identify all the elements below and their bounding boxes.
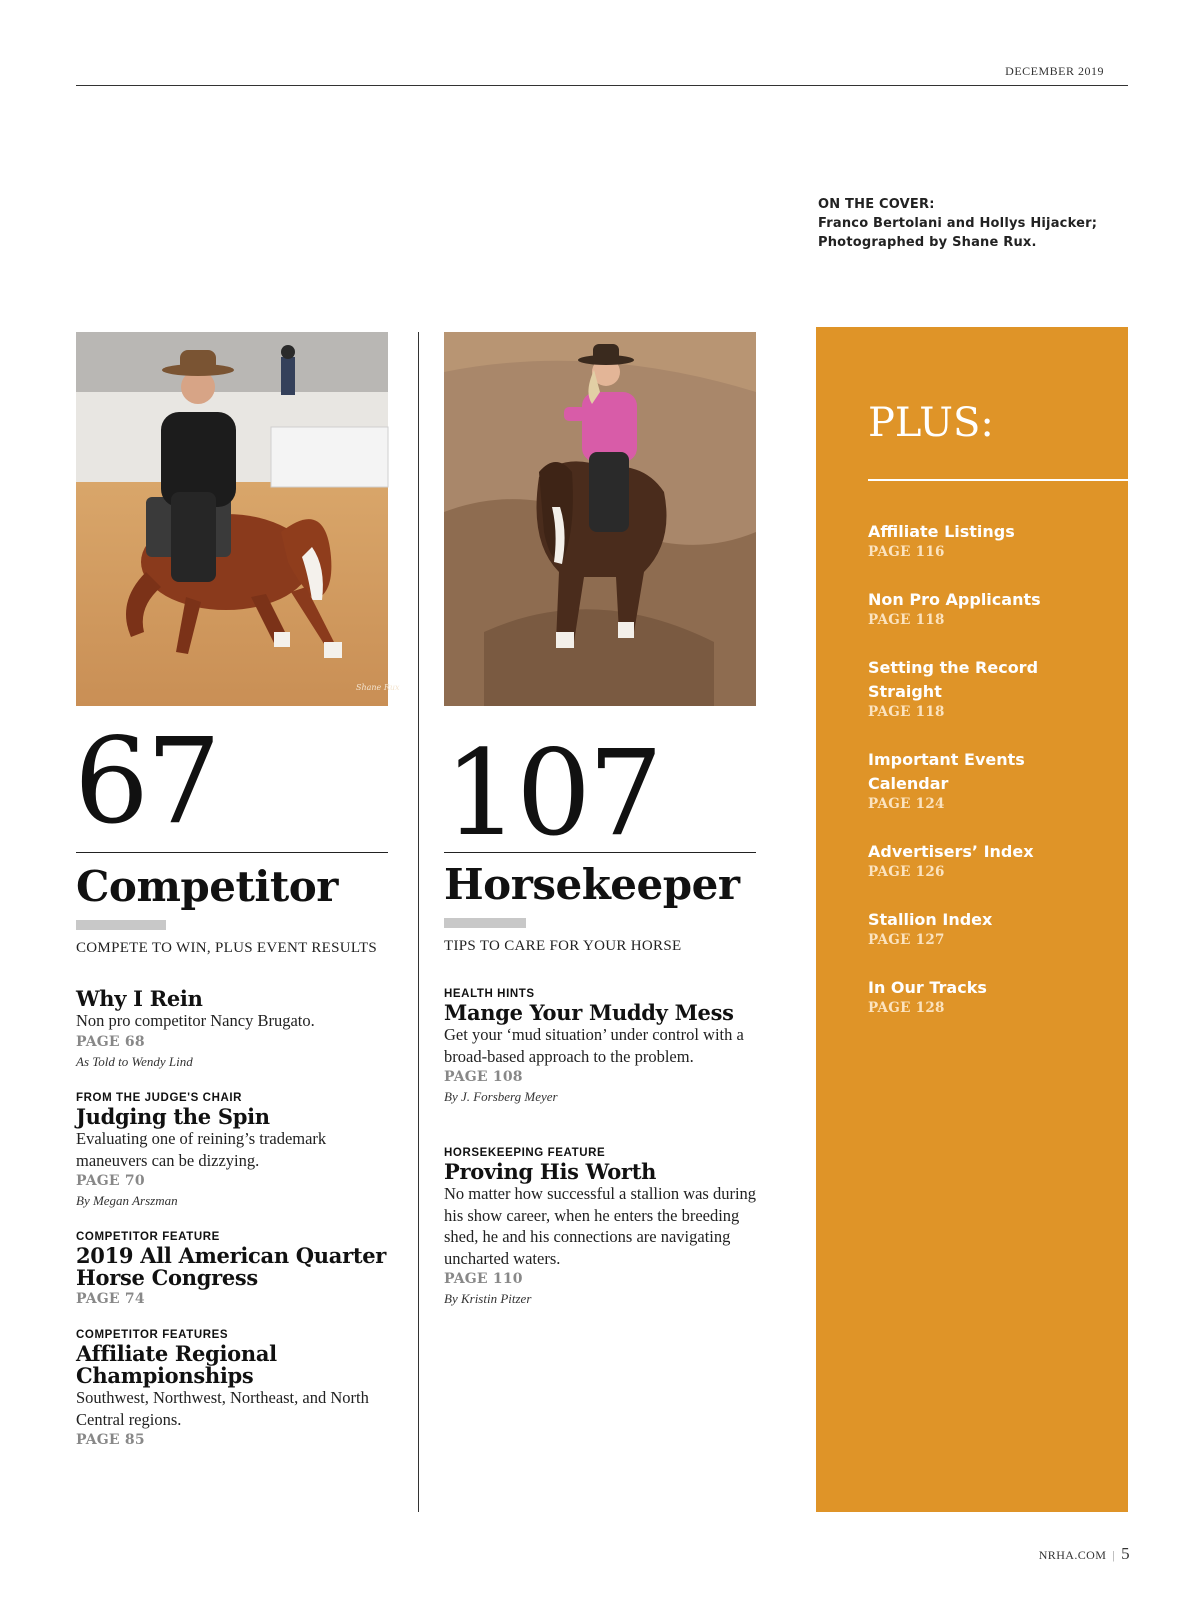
horsekeeper-subtitle: TIPS TO CARE FOR YOUR HORSE (444, 938, 682, 954)
horsekeeper-page-number: 107 (444, 724, 661, 862)
plus-item-label: Advertisers’ Index (868, 842, 1034, 861)
competitor-rule (76, 852, 388, 853)
entry-page: PAGE 108 (444, 1069, 523, 1085)
plus-item-label: Affiliate Listings (868, 522, 1015, 541)
plus-item-page: PAGE 124 (868, 796, 945, 812)
footer-separator: | (1112, 1548, 1116, 1562)
entry-title: Mange Your Muddy Mess (444, 1000, 734, 1025)
plus-item-stallion-index[interactable] (868, 908, 1088, 948)
competitor-subtitle: COMPETE TO WIN, PLUS EVENT RESULTS (76, 940, 378, 956)
entry-description: Southwest, Northwest, Northeast, and North Central regions. (76, 1388, 369, 1429)
cover-line-2: Photographed by Shane Rux. (818, 235, 1037, 250)
cover-line-1: Franco Bertolani and Hollys Hijacker; (818, 216, 1098, 231)
plus-item-important-events[interactable] (868, 748, 1038, 812)
competitor-entry-4[interactable] (76, 1329, 396, 1448)
entry-description: Get your ‘mud situation’ under control with a broad-based approach to the problem. (444, 1025, 744, 1066)
entry-page: PAGE 70 (76, 1173, 145, 1189)
plus-title: PLUS: (868, 400, 994, 446)
competitor-title: Competitor (76, 862, 338, 911)
competitor-entry-1[interactable] (76, 988, 396, 1070)
plus-item-page: PAGE 128 (868, 1000, 945, 1016)
entry-byline: As Told to Wendy Lind (76, 1053, 193, 1069)
plus-item-page: PAGE 118 (868, 612, 945, 628)
entry-title: Proving His Worth (444, 1159, 657, 1184)
competitor-photo (76, 332, 400, 706)
entry-kicker: COMPETITOR FEATURE (76, 1231, 220, 1243)
horsekeeper-entry-1[interactable] (444, 988, 760, 1105)
entry-byline: By J. Forsberg Meyer (444, 1089, 558, 1104)
header-rule (76, 85, 1128, 86)
plus-item-label: Non Pro Applicants (868, 590, 1041, 609)
entry-kicker: FROM THE JUDGE'S CHAIR (76, 1092, 243, 1104)
horsekeeper-photo (444, 332, 756, 706)
competitor-entry-2[interactable] (76, 1092, 396, 1209)
footer-page-number: 5 (1121, 1544, 1130, 1563)
competitor-entry-3[interactable] (76, 1231, 396, 1307)
competitor-title-bar (76, 920, 166, 930)
horsekeeper-title-bar (444, 918, 526, 928)
cover-label: ON THE COVER: (818, 197, 935, 212)
entry-title: Judging the Spin (76, 1104, 270, 1129)
page-footer (1039, 1544, 1130, 1564)
entry-byline: By Megan Arszman (76, 1193, 178, 1208)
plus-item-advertisers-index[interactable] (868, 840, 1088, 880)
plus-item-affiliate-listings[interactable] (868, 520, 1088, 560)
entry-kicker: HORSEKEEPING FEATURE (444, 1147, 606, 1159)
entry-title: 2019 All American Quarter Horse Congress (76, 1243, 387, 1290)
plus-rule (868, 479, 1128, 481)
entry-page: PAGE 110 (444, 1271, 523, 1287)
issue-date: DECEMBER 2019 (1005, 64, 1104, 78)
plus-item-non-pro-applicants[interactable] (868, 588, 1088, 628)
plus-item-label: Important Events Calendar (868, 750, 1025, 793)
entry-byline: By Kristin Pitzer (444, 1291, 532, 1306)
plus-item-label: In Our Tracks (868, 978, 987, 997)
horsekeeper-rule (444, 852, 756, 853)
plus-item-page: PAGE 127 (868, 932, 945, 948)
competitor-page-number: 67 (74, 712, 219, 850)
column-divider (418, 332, 419, 1512)
entry-kicker: COMPETITOR FEATURES (76, 1329, 229, 1341)
photo-credit: Shane Rux (356, 683, 400, 692)
horsekeeper-title: Horsekeeper (444, 860, 740, 909)
plus-item-in-our-tracks[interactable] (868, 976, 1088, 1016)
plus-item-setting-record-straight[interactable] (868, 656, 1048, 720)
entry-title: Affiliate Regional Championships (76, 1341, 277, 1388)
plus-item-page: PAGE 116 (868, 544, 945, 560)
plus-item-page: PAGE 126 (868, 864, 945, 880)
entry-description: No matter how successful a stallion was during his show career, when he enters the breeding shed, he and his connections are navigating uncharted waters. (444, 1184, 757, 1268)
entry-page: PAGE 68 (76, 1033, 145, 1050)
entry-kicker: HEALTH HINTS (444, 988, 535, 1000)
plus-item-label: Setting the Record Straight (868, 658, 1039, 701)
footer-site[interactable]: NRHA.COM (1038, 1548, 1107, 1562)
entry-page: PAGE 85 (76, 1432, 145, 1448)
horsekeeper-entry-2[interactable] (444, 1147, 760, 1307)
plus-item-label: Stallion Index (868, 910, 993, 929)
plus-item-page: PAGE 118 (868, 704, 945, 720)
entry-title: Why I Rein (76, 986, 203, 1011)
entry-description: Non pro competitor Nancy Brugato. (76, 1011, 315, 1030)
cover-credit (818, 195, 1118, 252)
entry-description: Evaluating one of reining’s trademark maneuvers can be dizzying. (76, 1129, 327, 1170)
entry-page: PAGE 74 (76, 1291, 145, 1307)
